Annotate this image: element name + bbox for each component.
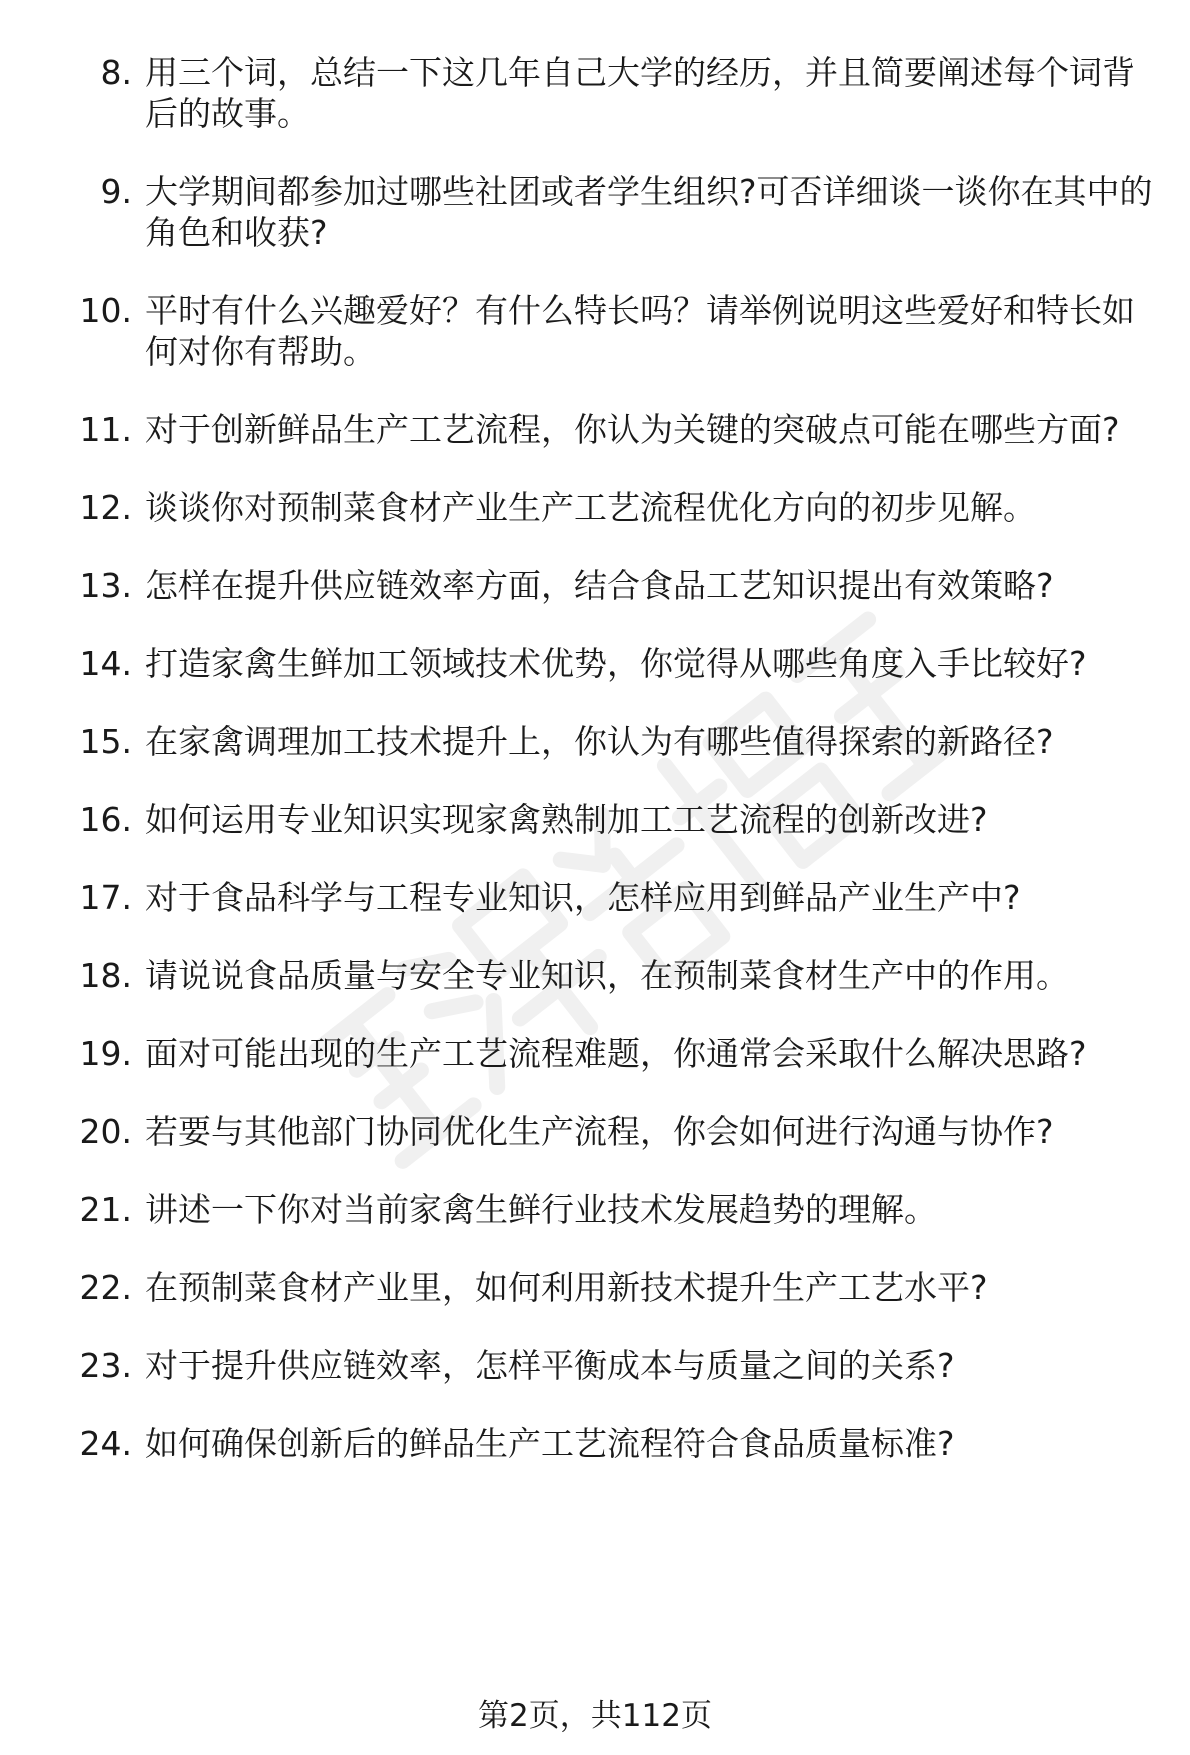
question-number: 13.	[79, 566, 132, 605]
question-number: 10.	[79, 291, 132, 330]
question-text: 面对可能出现的生产工艺流程难题，你通常会采取什么解决思路?	[145, 1034, 1087, 1073]
list-item	[55, 290, 1165, 372]
question-text: 讲述一下你对当前家禽生鲜行业技术发展趋势的理解。	[145, 1190, 937, 1229]
question-number: 15.	[79, 722, 132, 761]
question-text: 怎样在提升供应链效率方面，结合食品工艺知识提出有效策略?	[145, 566, 1054, 605]
list-item	[55, 52, 1165, 134]
list-item	[55, 487, 1165, 528]
question-text: 用三个词，总结一下这几年自己大学的经历，并且简要阐述每个词背后的故事。	[145, 53, 1135, 133]
page-footer: 第2页，共112页	[478, 1698, 712, 1734]
question-text: 平时有什么兴趣爱好？有什么特长吗？请举例说明这些爱好和特长如何对你有帮助。	[145, 291, 1135, 371]
question-text: 在预制菜食材产业里，如何利用新技术提升生产工艺水平?	[145, 1268, 988, 1307]
list-item	[55, 565, 1165, 606]
question-number: 19.	[79, 1034, 132, 1073]
question-number: 8.	[100, 53, 132, 92]
question-number: 16.	[79, 800, 132, 839]
question-number: 14.	[79, 644, 132, 683]
question-number: 17.	[79, 878, 132, 917]
question-text: 如何运用专业知识实现家禽熟制加工工艺流程的创新改进?	[145, 800, 988, 839]
list-item	[55, 955, 1165, 996]
question-text: 大学期间都参加过哪些社团或者学生组织?可否详细谈一谈你在其中的角色和收获?	[145, 172, 1153, 252]
list-item	[55, 1423, 1165, 1464]
list-item	[55, 799, 1165, 840]
list-item	[55, 1345, 1165, 1386]
list-item	[55, 721, 1165, 762]
question-text: 如何确保创新后的鲜品生产工艺流程符合食品质量标准?	[145, 1424, 955, 1463]
question-number: 24.	[79, 1424, 132, 1463]
list-item	[55, 1111, 1165, 1152]
question-list	[55, 52, 1165, 1501]
question-number: 18.	[79, 956, 132, 995]
list-item	[55, 171, 1165, 253]
question-text: 对于提升供应链效率，怎样平衡成本与质量之间的关系?	[145, 1346, 955, 1385]
question-number: 20.	[79, 1112, 132, 1151]
question-text: 谈谈你对预制菜食材产业生产工艺流程优化方向的初步见解。	[145, 488, 1036, 527]
question-number: 12.	[79, 488, 132, 527]
question-text: 打造家禽生鲜加工领域技术优势，你觉得从哪些角度入手比较好?	[145, 644, 1087, 683]
question-number: 21.	[79, 1190, 132, 1229]
list-item	[55, 877, 1165, 918]
list-item	[55, 1189, 1165, 1230]
question-text: 请说说食品质量与安全专业知识，在预制菜食材生产中的作用。	[145, 956, 1069, 995]
question-number: 11.	[79, 410, 132, 449]
list-item	[55, 643, 1165, 684]
question-number: 9.	[100, 172, 132, 211]
list-item	[55, 1033, 1165, 1074]
question-text: 在家禽调理加工技术提升上，你认为有哪些值得探索的新路径?	[145, 722, 1054, 761]
list-item	[55, 1267, 1165, 1308]
list-item	[55, 409, 1165, 450]
question-text: 若要与其他部门协同优化生产流程，你会如何进行沟通与协作?	[145, 1112, 1054, 1151]
question-number: 22.	[79, 1268, 132, 1307]
question-text: 对于食品科学与工程专业知识，怎样应用到鲜品产业生产中?	[145, 878, 1021, 917]
question-text: 对于创新鲜品生产工艺流程，你认为关键的突破点可能在哪些方面?	[145, 410, 1120, 449]
question-number: 23.	[79, 1346, 132, 1385]
